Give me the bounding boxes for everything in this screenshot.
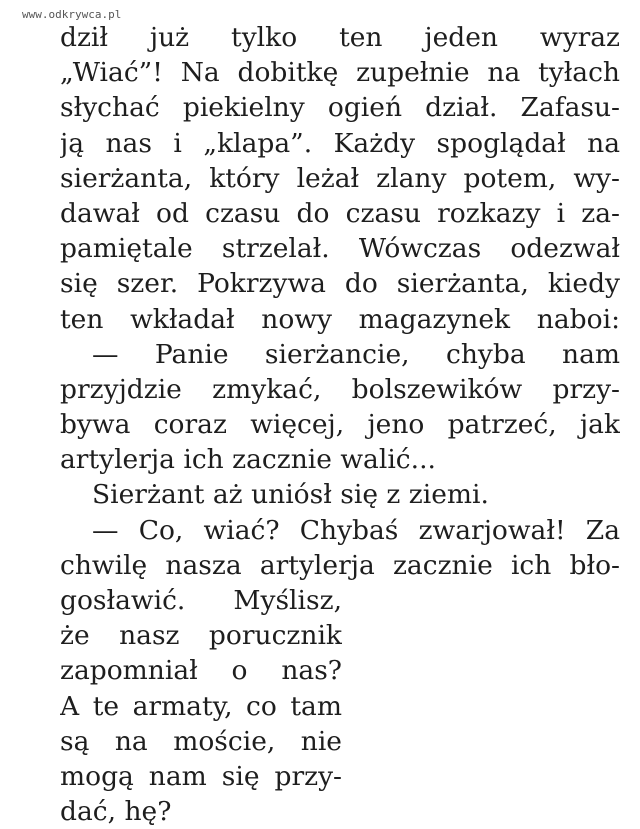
text-line: przyjdzie zmykać, bolszewików przy- (60, 373, 620, 405)
text-line: się szer. Pokrzywa do sierżanta, kiedy (60, 268, 620, 300)
text-line: ten wkładał nowy magazynek naboi: (60, 303, 620, 335)
text-line: — Co, wiać? Chybaś zwarjował! Za (92, 514, 620, 546)
text-line: chwilę nasza artylerja zacznie ich bło- (60, 549, 620, 581)
text-line: mogą nam się przy- (60, 760, 342, 792)
text-line: dać, hę? (60, 796, 172, 828)
text-line: zapomniał o nas? (60, 655, 342, 687)
text-line: ją nas i „klapa”. Każdy spoglądał na (60, 127, 620, 159)
text-line: słychać piekielny ogień dział. Zafasu- (60, 92, 620, 124)
text-line: „Wiać”! Na dobitkę zupełnie na tyłach (60, 57, 620, 89)
text-line: — Panie sierżancie, chyba nam (92, 338, 620, 370)
text-line: A te armaty, co tam (60, 690, 342, 722)
text-line: dawał od czasu do czasu rozkazy i za- (60, 197, 620, 229)
watermark: www.odkrywca.pl (22, 8, 122, 21)
text-line: Sierżant aż uniósł się z ziemi. (92, 479, 489, 511)
text-line: gosławić. Myślisz, (60, 585, 342, 616)
text-line: pamiętale strzelał. Wówczas odezwał (60, 233, 620, 265)
article-text (60, 20, 620, 829)
text-line: że nasz porucznik (60, 620, 342, 652)
text-line: bywa coraz więcej, jeno patrzeć, jak (60, 409, 620, 441)
text-line: są na moście, nie (60, 725, 342, 757)
text-line: sierżanta, który leżał zlany potem, wy- (60, 162, 620, 194)
text-line: dził już tylko ten jeden wyraz (60, 22, 620, 53)
text-line: artylerja ich zacznie walić... (60, 444, 436, 476)
